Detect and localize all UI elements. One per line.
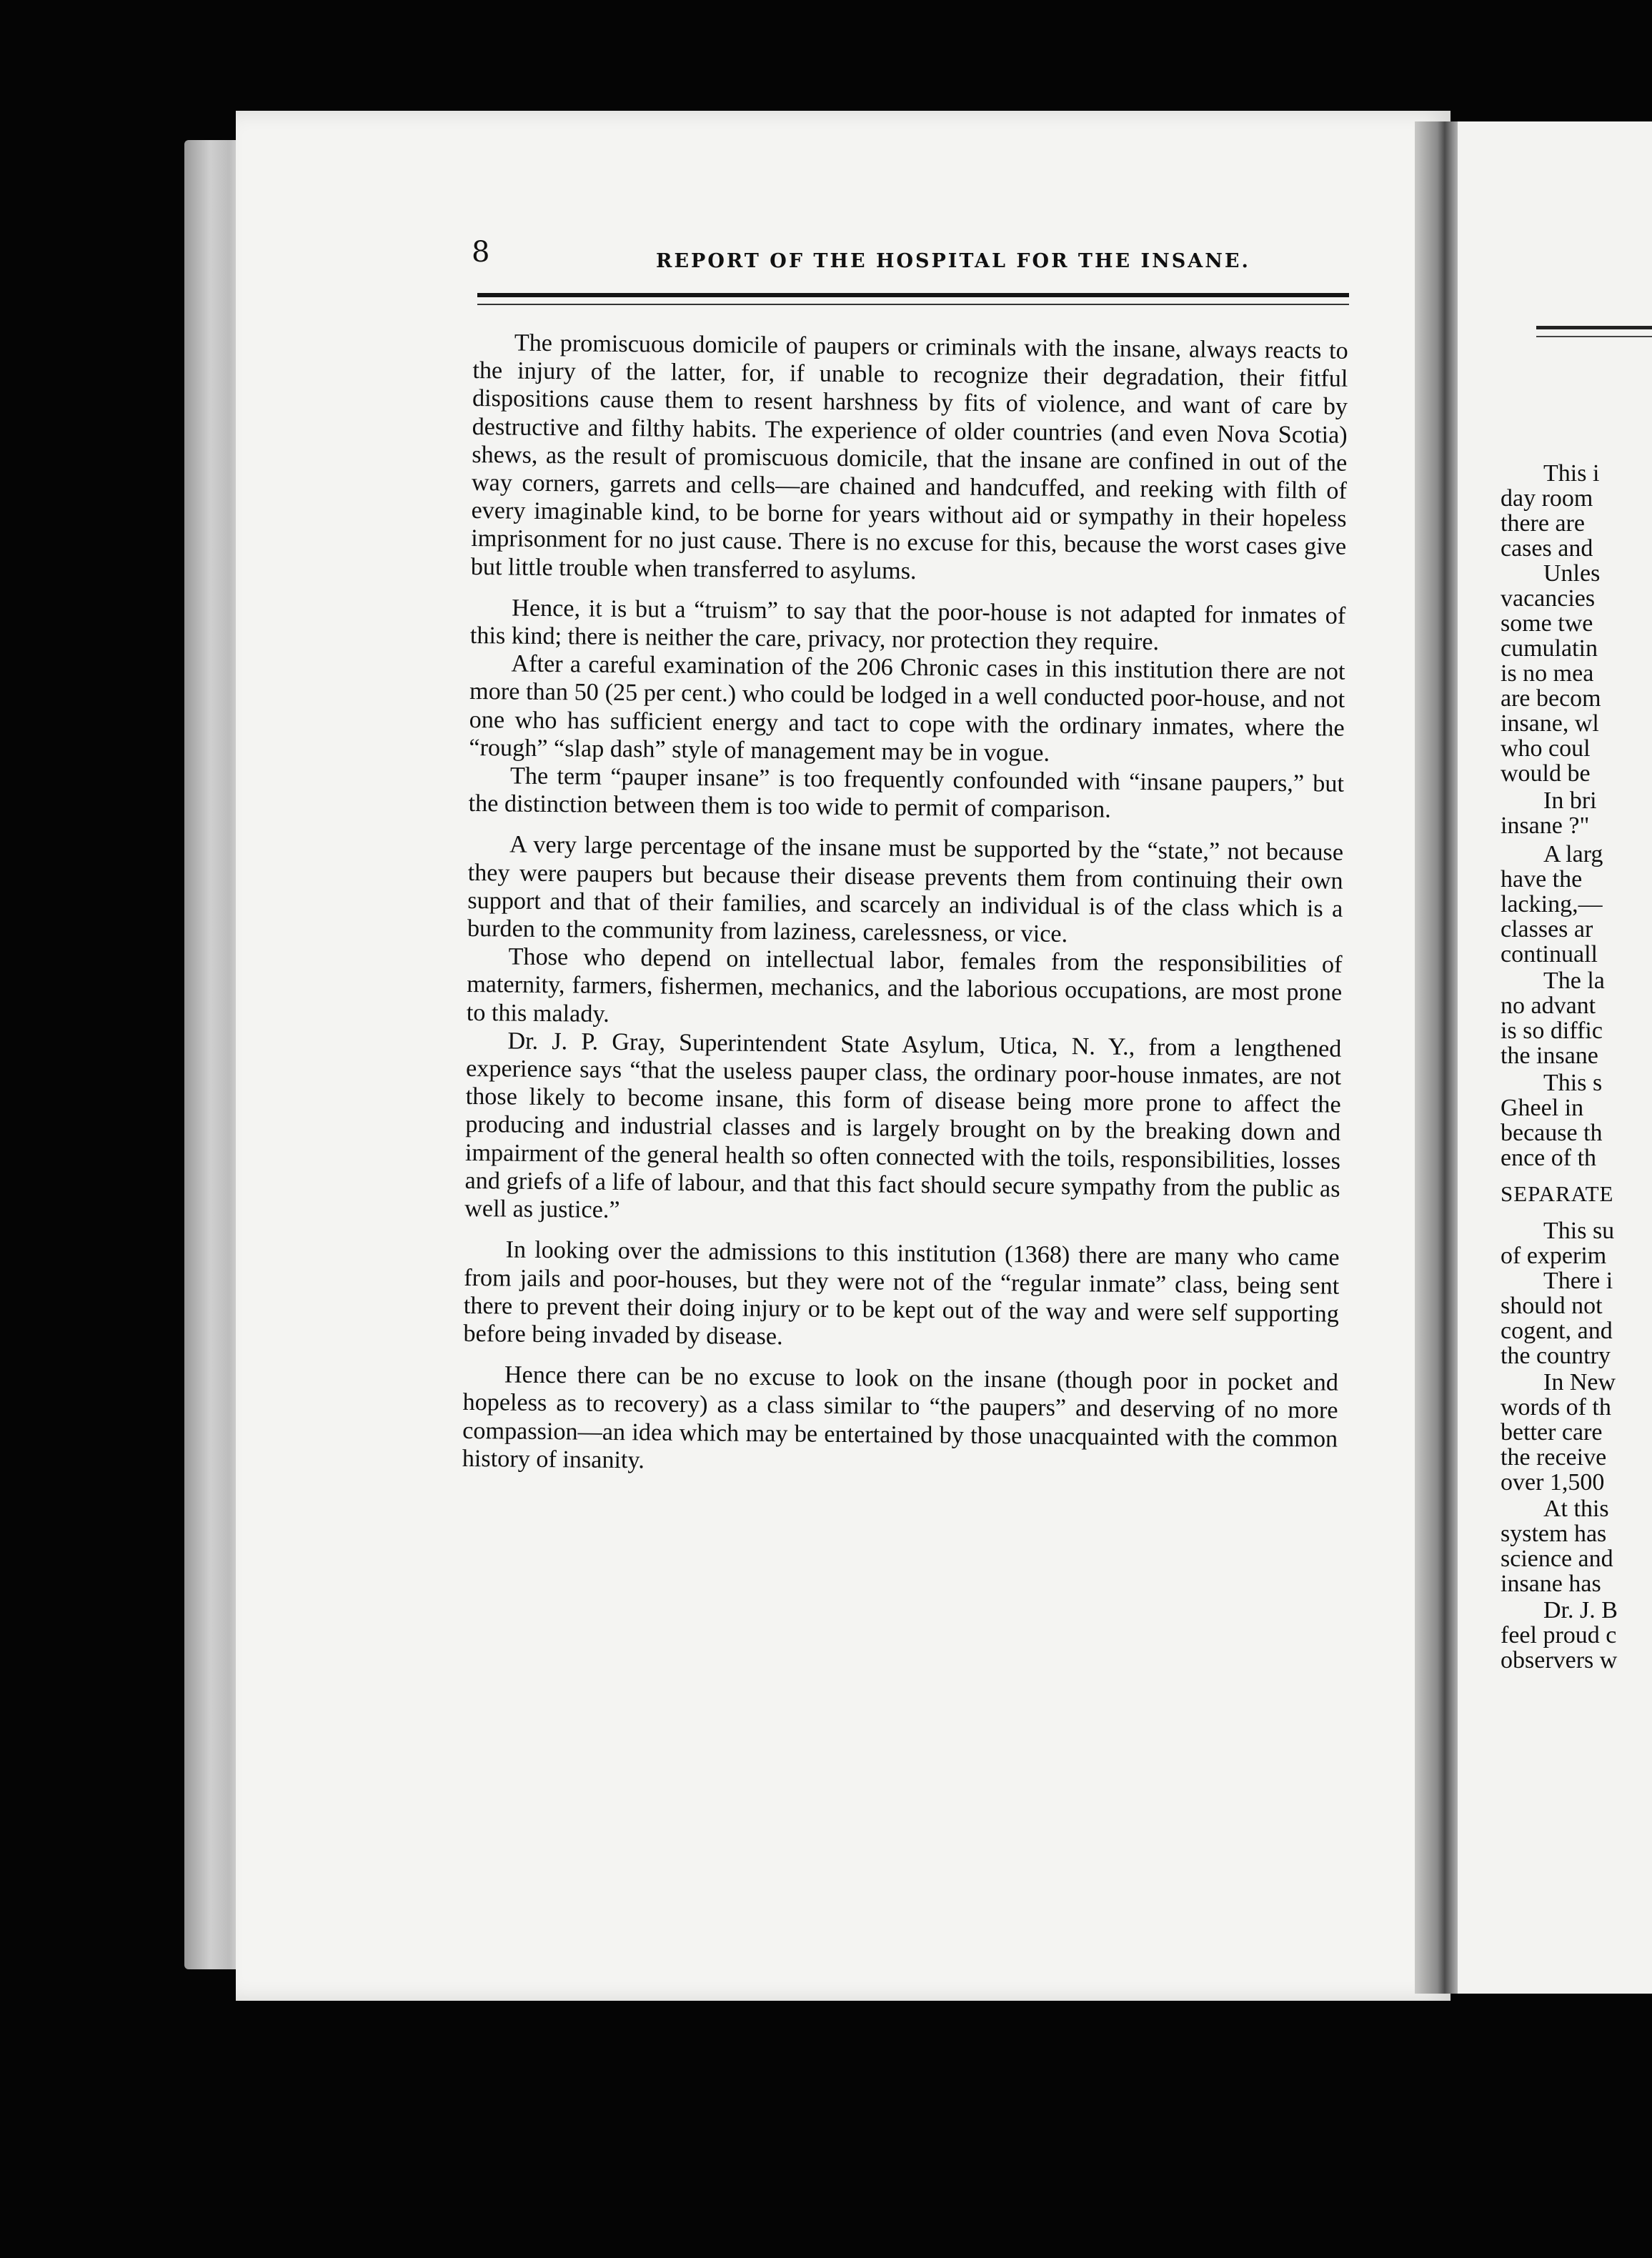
- right-page-line: there are: [1501, 510, 1585, 537]
- right-page-line: insane, wl: [1501, 710, 1599, 737]
- header-rule-thin: [477, 304, 1349, 305]
- right-page-line: vacancies: [1501, 585, 1596, 612]
- right-page-line: cases and: [1501, 535, 1593, 562]
- paragraph: In looking over the admissions to this institution (1368) there are many who came from jails and poor-houses, but they were not of the “regular inmate” class, being sent there to prevent their doing injury or to be kept out of the way and were self supporting before being invaded by disease.: [463, 1236, 1340, 1351]
- right-page-line: The la: [1543, 968, 1605, 994]
- paragraph: A very large percentage of the insane must be supported by the “state,” not because they were paupers but because their disease prevents them from continuing their own support and that of their families, and scarcely an individual is of the class which is a burden to the community from laziness, carelessness, or vice.: [467, 831, 1344, 948]
- right-page-line: insane has: [1501, 1571, 1601, 1597]
- right-page-line: observers w: [1501, 1647, 1618, 1673]
- right-page-line: is so diffic: [1501, 1018, 1603, 1044]
- right-page-line: science and: [1501, 1546, 1613, 1572]
- right-page-line: some twe: [1501, 610, 1593, 637]
- header-rule-thick: [477, 293, 1349, 297]
- right-page-line: of experim: [1501, 1243, 1607, 1269]
- right-page-line: would be: [1501, 760, 1591, 787]
- paragraph: The term “pauper insane” is too frequently confounded with “insane paupers,” but the distinction between them is too wide to permit of comparison.: [468, 762, 1345, 823]
- right-page-line: There i: [1543, 1268, 1613, 1294]
- right-page-line: are becom: [1501, 685, 1601, 712]
- right-page-line: ence of th: [1501, 1145, 1597, 1171]
- right-page-line: Dr. J. B: [1543, 1597, 1618, 1623]
- right-page-line: lacking,—: [1501, 891, 1603, 917]
- right-header-rule-thin: [1536, 336, 1652, 337]
- paragraph: Hence, it is but a “truism” to say that the poor-house is not adapted for inmates of this kind; there is neither the care, privacy, nor protection they require.: [469, 595, 1346, 656]
- right-page-line: cumulatin: [1501, 635, 1598, 662]
- body-text: [462, 329, 1348, 1481]
- right-page-line: cogent, and: [1501, 1318, 1613, 1344]
- right-page-line: In bri: [1543, 787, 1597, 814]
- right-page-line: This i: [1543, 460, 1600, 487]
- right-page-line: classes ar: [1501, 916, 1593, 943]
- paragraph: Those who depend on intellectual labor, females from the responsibilities of maternity, farmers, fishermen, mechanics, and the laborious occupations, are most prone to this malady.: [466, 943, 1343, 1028]
- right-page-line: because th: [1501, 1120, 1603, 1146]
- paragraph: Dr. J. P. Gray, Superintendent State Asylum, Utica, N. Y., from a lengthened experience says “that the useless pauper class, the ordinary poor-house inmates, are not those likely to become insane, this form of disease being more prone to affect the producing and industrial classes and is largely brought on by the breaking down and impairment of the general health so often connected with the toils, responsibilities, losses and griefs of a life of labour, and that this fact should secure sympathy from the public as well as justice.”: [464, 1028, 1342, 1224]
- right-page-line: better care: [1501, 1419, 1603, 1446]
- paragraph: After a careful examination of the 206 Chronic cases in this institution there are not more than 50 (25 per cent.) who could be lodged in a well conducted poor-house, and not one who has sufficient energy and tact to cope with the ordinary inmates, where the “rough” “slap dash” style of management may be in vogue.: [469, 650, 1345, 767]
- right-page-line: This su: [1543, 1218, 1615, 1244]
- right-page-line: At this: [1543, 1496, 1609, 1522]
- paragraph: Hence there can be no excuse to look on the insane (though poor in pocket and hopeless as to recovery) as a class similar to “the paupers” and deserving of no more compassion—an idea which may be entertained by those unacquainted with the common history of insanity.: [462, 1361, 1339, 1474]
- running-head: REPORT OF THE HOSPITAL FOR THE INSANE.: [656, 250, 1250, 272]
- right-page-line: feel proud c: [1501, 1622, 1617, 1648]
- right-page-line: the receive: [1501, 1444, 1607, 1471]
- right-page-line: insane ?": [1501, 812, 1590, 839]
- right-page-line: words of th: [1501, 1394, 1611, 1421]
- right-page-line: This s: [1543, 1070, 1603, 1096]
- right-page-line: SEPARATE: [1501, 1181, 1614, 1206]
- right-page-line: the insane: [1501, 1043, 1598, 1069]
- right-page-line: system has: [1501, 1521, 1607, 1547]
- right-page-line: is no mea: [1501, 660, 1594, 687]
- right-page-line: should not: [1501, 1293, 1603, 1319]
- right-page-line: no advant: [1501, 993, 1596, 1019]
- right-page-line: who coul: [1501, 735, 1591, 762]
- right-page-line: have the: [1501, 866, 1583, 892]
- right-page-line: In New: [1543, 1369, 1616, 1396]
- right-page-line: the country: [1501, 1343, 1611, 1369]
- paragraph: The promiscuous domicile of paupers or criminals with the insane, always reacts to the injury of the latter, for, if unable to recognize their degradation, their fitful dispositions cause them to resent harshness by fits of violence, and want of care by destructive and filthy habits. The experience of older countries (and even Nova Scotia) shews, as the result of promiscuous domicile, that the insane are confined in out of the way corners, garrets and cells—are chained and handcuffed, and reeking with filth of every imaginable kind, to be borne for years without aid or sympathy in their hopeless imprisonment for no just cause. There is no excuse for this, because the worst cases give but little trouble when transferred to asylums.: [470, 329, 1348, 585]
- right-page-line: over 1,500: [1501, 1469, 1605, 1496]
- right-page-line: continuall: [1501, 941, 1598, 968]
- right-page-line: day room: [1501, 485, 1593, 512]
- page-number: 8: [472, 236, 490, 269]
- right-page-line: Unles: [1543, 560, 1601, 587]
- right-page-line: Gheel in: [1501, 1095, 1584, 1121]
- right-page-line: A larg: [1543, 841, 1603, 867]
- right-header-rule: [1536, 326, 1652, 329]
